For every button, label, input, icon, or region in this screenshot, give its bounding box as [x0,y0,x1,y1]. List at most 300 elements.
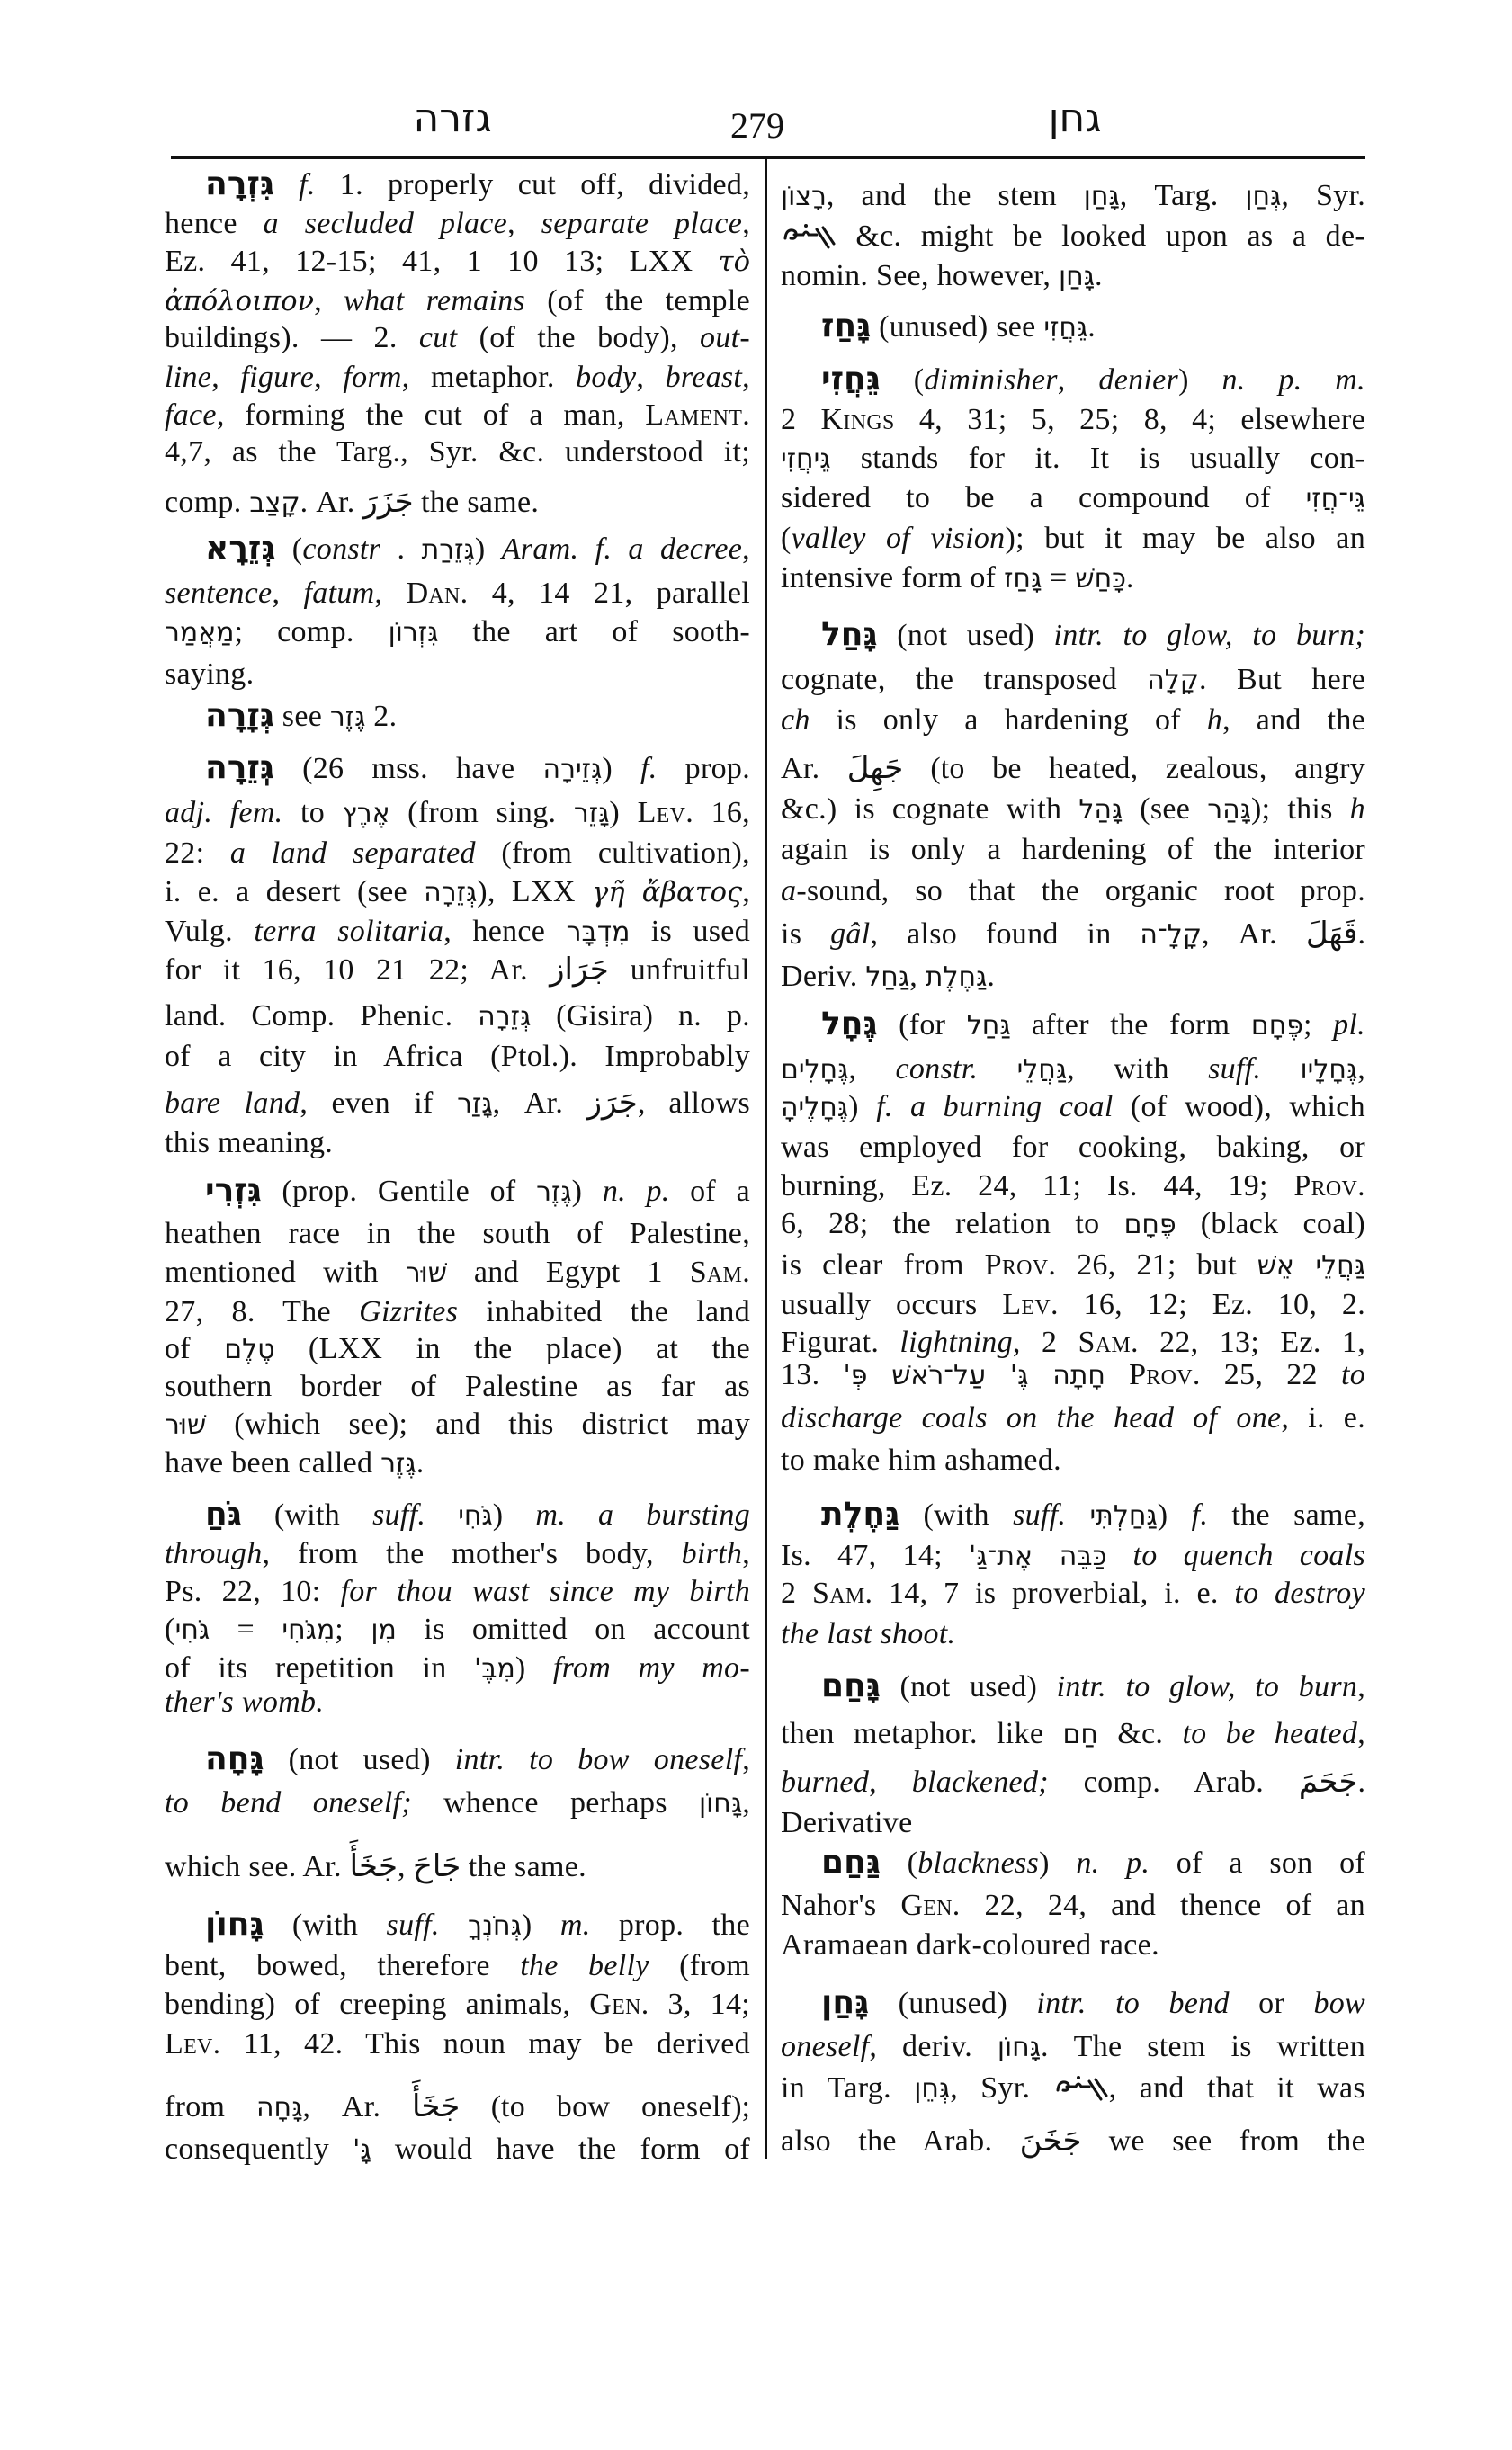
arabic-word: جَحَمَ [1298,1764,1358,1800]
text: (with [899,1498,1014,1532]
text: see [273,700,330,733]
text: ) [1157,1498,1192,1532]
text: , with [1067,1052,1209,1086]
italic-text: birth [681,1537,743,1570]
text: hence [165,207,264,240]
hebrew-word: חָתָה גֶּ' עַל־רֹאשׁ פְּ' [843,1360,1105,1391]
hebrew-word: גְּזֵירָה [542,754,603,785]
arabic-word: جَخَأَ [412,2088,461,2124]
headword: גָּחוֹן [205,1906,264,1943]
text: unfruitful [608,953,750,987]
text: , and the [1222,703,1366,737]
text [978,1052,1016,1086]
hebrew-word: גַּחֶלֶת [925,961,988,993]
text-line [781,1399,1365,1437]
text: ) [1039,1846,1077,1880]
text: Ez. 41, 12-15; 41, 1 10 13; LXX [165,245,719,278]
text: to make him ashamed. [781,1444,1061,1477]
arabic-word: جَهِلَ [846,750,904,786]
text: . [987,960,996,993]
hebrew-word: כַּבֵּה אֶת־גַּ' [968,1541,1107,1572]
italic-text: denier [1098,363,1179,397]
entry-first-line [781,1984,1365,2023]
text-line [781,1087,1365,1126]
book-abbreviation: Lament. [645,398,750,432]
entry-first-line [165,1906,750,1945]
text: (of the body), [457,321,701,354]
text: ) [474,532,502,566]
text-line [165,282,750,320]
text: (with [264,1909,387,1942]
text: , [848,1052,896,1086]
running-head-right: גחן [1048,95,1102,141]
italic-text: for thou wast since my birth [340,1575,751,1608]
italic-text: suff. [1208,1052,1262,1086]
text: was employed for cooking, baking, or [781,1131,1365,1164]
text-line [165,912,750,951]
text-line [165,1985,750,2024]
text: intensive form of [781,561,1005,595]
syriac-glyph-icon [781,220,837,251]
italic-text: to [1340,1358,1365,1391]
text: the same. [461,1850,586,1883]
text: the same, [1208,1498,1365,1532]
italic-text: suff. [1013,1498,1067,1532]
text: for it 16, 10 21 22; Ar. [165,953,550,987]
text: ) [602,752,641,785]
text: = [210,1613,282,1646]
hebrew-word: מִגֹּחִי [282,1614,336,1646]
hebrew-word: גֶּחָלִים [781,1054,849,1086]
italic-text: diminisher [924,363,1058,397]
text: we see from the [1081,2124,1365,2158]
book-abbreviation: Kings [820,403,895,436]
headword: גָּחָה [205,1740,264,1777]
text: , and the stem [826,179,1084,212]
text: , [272,577,304,610]
hebrew-word: גָּזַר [457,1088,493,1120]
italic-text: sentence [165,577,273,610]
text: comp. Arab. [1048,1766,1299,1799]
text: 22, 13; Ez. 1, [1138,1326,1365,1359]
text-line [781,2069,1365,2107]
text-line [781,2027,1365,2066]
italic-text: fatum [303,577,375,610]
text: 14, 7 is proverbial, i. e. [872,1577,1235,1610]
text: ), LXX [477,875,592,908]
book-abbreviation: Dan. [406,577,469,610]
text: , hence [443,915,567,948]
text: again is only a hardening of the interior [781,833,1365,866]
text: &c.) is cognate with [781,792,1079,826]
italic-text: burned [781,1766,870,1799]
italic-text: terra solitaria [254,915,444,948]
text-line [165,1444,750,1482]
text: nomin. See, however, [781,259,1059,292]
text-line [781,915,1365,953]
hebrew-word: שׁוּר [405,1257,447,1289]
text: the art of sooth- [438,615,750,648]
text: (which see); and this district may [206,1408,750,1441]
text: , [909,960,926,993]
hebrew-word: גָּ' [353,2134,371,2166]
text-line [165,1572,750,1611]
text: , Targ. [1119,179,1246,212]
text-line [781,1246,1365,1284]
hebrew-word: גַּחֲלֵי [1016,1054,1068,1086]
text: 22, 24, and thence of an [960,1889,1365,1922]
headword: גִּזְרָה [205,165,274,202]
hebrew-word: גֶּזֶר [329,702,366,733]
entry-first-line [781,1496,1365,1534]
text-line [165,1084,750,1122]
text: (Gisira) n. p. [531,999,750,1033]
text: usually occurs [781,1288,1003,1321]
text: , even if [300,1086,458,1120]
hebrew-word: גֶּחָלֶיהָ [781,1092,849,1123]
text: , i. e. [1281,1401,1366,1435]
text: the same. [413,486,540,519]
hebrew-word: קָלָ־ה [1140,919,1202,951]
text [1105,1358,1129,1391]
text: this meaning. [165,1126,334,1159]
hebrew-word: גָּחַז [1004,563,1042,595]
book-abbreviation: Gen. [900,1889,961,1922]
text-line [165,1123,750,1162]
column-divider [765,158,767,2159]
italic-text: f. [299,168,316,201]
italic-text: bare land [165,1086,300,1120]
italic-text: f. [640,752,658,785]
text: from [165,2090,256,2124]
text: 13. [781,1358,844,1391]
text: ); but it may be also an [1005,522,1365,555]
text: ( [275,532,303,566]
entry-first-line [165,697,750,736]
italic-text: f. a burning coal [876,1090,1114,1123]
text-line [781,957,1365,996]
text: ( [165,1613,175,1646]
book-abbreviation: Lev. [637,796,694,829]
text: , [636,361,666,394]
entry-first-line [165,165,750,204]
italic-text: bow [1313,1987,1366,2020]
italic-text: constr [302,532,381,566]
text: of its repetition in [165,1651,475,1685]
italic-text: a secluded place [263,207,508,240]
text-line [781,701,1365,739]
text: 27, 8. The [165,1295,360,1328]
italic-text: to be heated [1182,1717,1358,1750]
text-line [165,2130,750,2168]
text: , [742,361,750,394]
italic-text: lightning [899,1326,1013,1359]
text: Derivative [781,1806,913,1839]
text: is omitted on account [396,1613,751,1646]
text: 2 [781,1577,812,1610]
text: , [314,361,344,394]
hebrew-word: גָּהַל [1078,794,1123,826]
book-abbreviation: Prov. [1293,1169,1365,1203]
text: 4, 14 21, parallel [468,577,750,610]
text: (from [649,1949,750,1982]
italic-text: gâl [830,917,871,951]
text: , Ar. [492,1086,587,1120]
text-line [165,396,750,434]
text: (unused) see [871,310,1044,344]
text: (of wood), which [1113,1090,1365,1123]
hebrew-word: מַאֲמַר [165,617,235,648]
hebrew-word: אֶרֶץ [342,798,390,829]
text-line [781,1803,1365,1842]
text: heathen race in the south of Palestine, [165,1217,750,1250]
text: (from sing. [389,796,574,829]
hebrew-word: מִבֶּ' [474,1653,515,1685]
headword: גָּחַם [821,1668,881,1704]
text-line [781,790,1365,828]
text: is clear from [781,1248,985,1282]
greek-word: γῆ ἄβατος [591,877,743,908]
text: , [742,1743,750,1776]
arabic-word: جَخَأَ [349,1848,398,1884]
italic-text: cut [418,321,458,354]
book-abbreviation: Lev. [1002,1288,1059,1321]
entry-first-line [165,1496,750,1534]
text-line [165,655,750,693]
text: 4,7, as the Targ., Syr. &c. understood it; [165,435,750,469]
text: , deriv. [869,2030,998,2063]
text: ) [848,1090,877,1123]
text-line [781,1714,1365,1753]
syriac-glyph-icon [1053,2072,1109,2103]
text: saying. [165,657,255,691]
italic-text: intr. to glow, to burn [1056,1670,1358,1703]
text-line [165,1847,750,1886]
text: , [1357,1670,1365,1703]
text: , from the mother's body, [262,1537,682,1570]
hebrew-word: גָּחַן [1058,261,1095,292]
text: then metaphor. like [781,1717,1063,1750]
entry-first-line [165,1740,750,1779]
greek-word: τὸ [718,246,750,278]
text: 16, [693,796,750,829]
italic-text: what remains [344,284,526,317]
italic-text: intr. to bow oneself [454,1743,743,1776]
hebrew-word: גְּחַן [1245,181,1282,212]
italic-text: adj. fem. [165,796,283,829]
text: Ar. [781,752,847,785]
entry-first-line [165,749,750,788]
headword: גָּחַל [821,616,878,653]
text-line [165,793,750,832]
text-line [781,519,1365,558]
text: bent, bowed, therefore [165,1949,521,1982]
text: of a son of [1150,1846,1365,1880]
text: 2 [781,403,821,436]
text: or [1229,1987,1314,2020]
book-abbreviation: Prov. [984,1248,1057,1282]
italic-text: through [165,1537,263,1570]
text: 3, 14; [649,1988,750,2021]
text: (prop. Gentile of [261,1175,537,1208]
italic-text: oneself [781,2030,870,2063]
hebrew-word: מִדְבָּר [566,917,631,948]
text: ( [880,1846,918,1880]
arabic-word: جَرَاز [550,952,609,988]
italic-text: to bend oneself; [165,1786,412,1820]
italic-text: suff. [372,1498,426,1532]
text: after the form [1010,1008,1251,1042]
italic-text: Gizrites [359,1295,459,1328]
text: ( [781,522,792,555]
text-line [781,478,1365,517]
hebrew-word: גַּחַל [865,961,910,993]
text [440,1909,468,1942]
italic-text: out- [700,321,750,354]
text [274,168,299,201]
hebrew-word: גִּזְרוֹן [388,617,439,648]
text: southern border of Palestine as far as [165,1370,750,1403]
text: ; [1302,1008,1334,1042]
text: , Ar. [302,2090,412,2124]
text-line [165,574,750,612]
hebrew-word: גְּחֵן [914,2073,951,2105]
text [1066,1498,1089,1532]
hebrew-word: מִן [371,1614,397,1646]
text-line [165,1253,750,1292]
text: 1. properly cut off, divided, [315,168,750,201]
text: -sound, so that the organic root prop. [796,874,1365,908]
italic-text: form [343,361,402,394]
text-line [165,1534,750,1573]
text-line [165,872,750,911]
italic-text: suff. [386,1909,440,1942]
text: , Syr. [1281,179,1366,212]
hebrew-word: קָצַב [249,487,300,519]
arabic-word: قَهَلَ [1305,916,1358,952]
text: (not used) [880,1670,1057,1703]
hebrew-word: פֶּחָם [1123,1209,1176,1240]
arabic-word: جَخَنَ [1019,2123,1082,2159]
hebrew-word: גָּהַר [1207,794,1251,826]
hebrew-word: גֹּחִי [458,1500,493,1532]
text [425,1498,458,1532]
greek-word: ἀπόλοιπον [165,286,315,317]
italic-text: constr. [895,1052,979,1086]
text [1106,1539,1132,1572]
italic-text: ch [781,703,810,737]
text-line [165,1683,750,1721]
text: is [781,917,831,951]
text: 11, 42. This noun may be derived [220,2027,750,2061]
text: (of the temple [525,284,750,317]
text-line [165,997,750,1035]
text-line [165,1367,750,1406]
hebrew-word: גְּזֵרָה [478,1001,532,1033]
text: ) [492,1498,536,1532]
text: (for [877,1008,967,1042]
italic-text: f. [1191,1498,1209,1532]
entry-first-line [781,1668,1365,1706]
hebrew-word: גָּחוֹן [997,2032,1041,2063]
book-abbreviation: Gen. [589,1988,649,2021]
text: of [165,1332,225,1365]
text-line [781,749,1365,788]
book-abbreviation: Sam. [812,1577,873,1610]
italic-text: the belly [520,1949,649,1982]
text: , [1057,363,1099,397]
headword: גֶּחָל [821,1006,878,1042]
text: is used [630,915,750,948]
text: , Ar. [1201,917,1306,951]
hebrew-word: גַּחַלְתִּי [1089,1500,1158,1532]
text-line [781,1441,1365,1480]
text: buildings). — 2. [165,321,419,354]
text: cognate, the transposed [781,663,1148,696]
text: Figurat. [781,1326,900,1359]
text: . [1087,310,1096,344]
hebrew-word: חַם [1062,1719,1098,1750]
text-line [781,1886,1365,1925]
text: , [374,577,407,610]
italic-text: pl. [1333,1008,1365,1042]
hebrew-word: כָּחַשׁ [1075,563,1126,595]
book-abbreviation: Sam. [689,1256,750,1289]
text: ) [521,1909,560,1942]
italic-text: line [165,361,212,394]
hebrew-word: רָצוֹן [781,181,827,212]
text: , and that it was [1108,2071,1365,2105]
text: (see [1123,792,1208,826]
text: inhabited the land [458,1295,751,1328]
text: , [742,875,750,908]
hebrew-word: גֹּחִי [174,1614,210,1646]
hebrew-word: קָלָה [1147,665,1199,696]
hebrew-word: גְּזֵרַת [421,534,475,566]
text: . But here [1198,663,1365,696]
text-line [165,612,750,651]
text: whence perhaps [411,1786,700,1820]
book-abbreviation: Prov. [1129,1358,1201,1391]
italic-text: n. p. m. [1221,363,1365,397]
italic-text: a [781,874,797,908]
left-column [165,0,750,2450]
italic-text: ther's womb. [165,1685,325,1719]
text: (with [241,1498,373,1532]
text: , [507,207,541,240]
entry-first-line [781,308,1365,346]
hebrew-word: גֶּזֶר [536,1176,572,1208]
text: , [211,361,241,394]
text: Deriv. [781,960,866,993]
text: , [314,284,344,317]
text: (LXX in the place) at the [274,1332,750,1365]
arabic-word: جَزَرَ [362,484,414,520]
hebrew-word: גָּחַן [1083,181,1120,212]
text: i. e. a desert (see [165,875,425,908]
text: . The stem is written [1041,2030,1365,2063]
hebrew-word: שׁוּר [165,1409,207,1441]
text: to [282,796,343,829]
text: &c. might be looked upon as a de- [837,219,1365,253]
headword: גֹּחַ [205,1496,242,1533]
headword: גְּזָרָה [205,697,274,734]
text: ) [571,1175,603,1208]
syriac-word [781,220,837,251]
page-number: 279 [730,105,784,146]
text: ) [609,796,638,829]
text: . [380,532,422,566]
